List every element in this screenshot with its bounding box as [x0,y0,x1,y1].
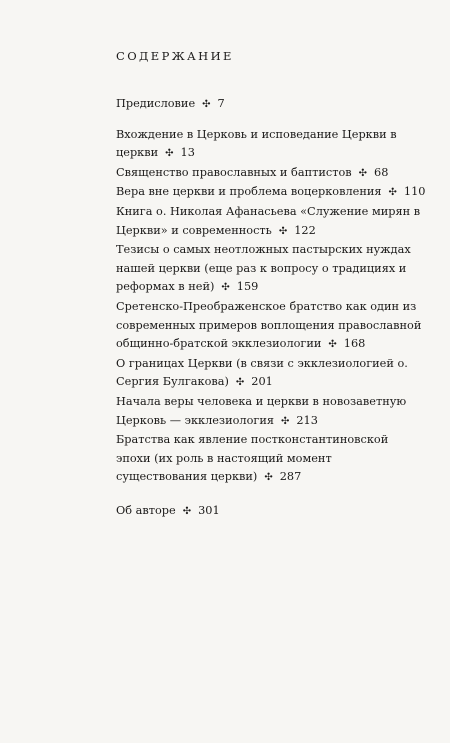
toc-entry-page: 159 [236,280,259,294]
toc-entry-page: 13 [180,146,195,160]
toc-entry-page: 301 [198,503,220,517]
toc-entry-title: Книга о. Николая Афанасьева «Служение мирян в Церкви» и современность [116,204,421,237]
toc-entry [116,241,426,298]
toc-entry [116,183,426,203]
ornament-icon: ✣ [278,225,288,237]
ornament-icon: ✣ [235,377,245,389]
ornament-icon: ✣ [202,99,211,110]
toc-entry-title: Священство православных и баптистов [116,165,352,179]
toc-entry-page: 287 [279,470,302,484]
toc-entry [116,164,426,184]
toc-entry-page: 201 [251,375,273,389]
toc-entry-title: Братства как явление постконстантиновской эпохи (их роль в настоящий момент существования церкви) [116,433,389,484]
toc-entry-title: О границах Церкви (в связи с экклезиологией о. Сергия Булгакова) [116,356,408,389]
toc-heading: СОДЕРЖАНИЕ [116,49,234,63]
toc-entry-title: Об авторе [116,503,176,517]
toc-entry-page: 122 [294,223,316,237]
ornament-icon: ✣ [358,167,368,179]
toc-entry-page: 168 [343,337,366,351]
table-of-contents [116,95,426,521]
ornament-icon: ✣ [221,282,230,294]
toc-entry [116,431,426,488]
toc-entry-title: Тезисы о самых неотложных пастырских нуждах нашей церкви (еще раз к вопросу о традициях и реформах в ней) [116,243,411,294]
toc-entry-title: Вера вне церкви и проблема воцерковления [116,185,382,199]
toc-entry-title: Предисловие [116,97,196,110]
toc-entry-page: 68 [374,165,389,179]
ornament-icon: ✣ [264,472,273,484]
ornament-icon: ✣ [182,505,192,517]
toc-entry-page: 110 [403,185,426,199]
toc-entry [116,126,426,164]
toc-entry-page: 7 [217,97,225,110]
toc-entry-title: Начала веры человека и церкви в новозаветную Церковь — экклезиология [116,394,407,427]
toc-entry-title: Вхождение в Церковь и исповедание Церкви в церкви [116,127,397,160]
toc-entry-title: Сретенско-Преображенское братство как один из современных примеров воплощения православной общинно-братской экклезиологии [116,299,422,351]
toc-entry [116,95,426,115]
ornament-icon: ✣ [280,415,290,427]
ornament-icon: ✣ [328,339,337,351]
toc-entry [116,355,426,393]
toc-entry [116,203,426,241]
toc-entry-page: 213 [296,413,318,427]
ornament-icon: ✣ [388,187,397,199]
toc-entry [116,393,426,431]
toc-entry [116,298,426,355]
ornament-icon: ✣ [165,148,174,160]
toc-entry [116,502,426,522]
